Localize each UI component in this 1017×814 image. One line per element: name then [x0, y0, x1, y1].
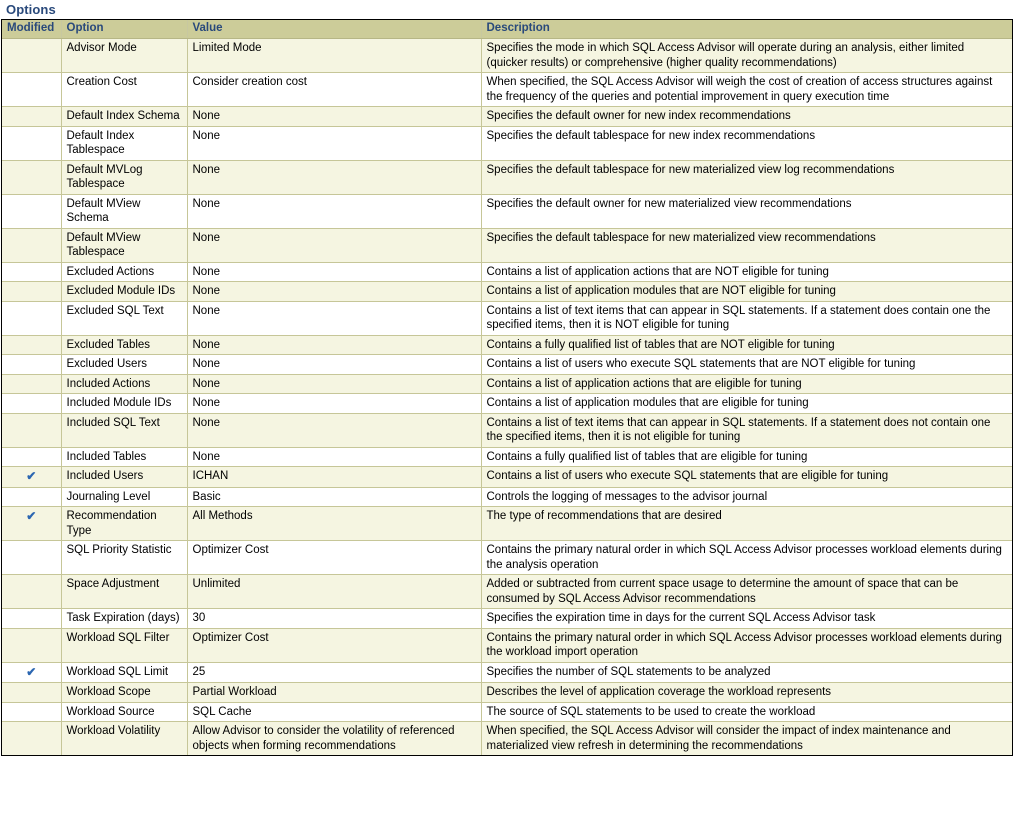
cell-option: Default Index Schema [61, 107, 187, 127]
cell-description: Contains a list of text items that can appear in SQL statements. If a statement does contain one the specified items, then it is NOT eligible for tuning [481, 301, 1012, 335]
cell-value: All Methods [187, 507, 481, 541]
table-header-row [2, 20, 1012, 39]
table-row[interactable] [2, 628, 1012, 662]
cell-modified [2, 507, 61, 541]
check-icon-empty [30, 416, 33, 430]
cell-value: 25 [187, 662, 481, 683]
table-row[interactable] [2, 702, 1012, 722]
table-row[interactable] [2, 262, 1012, 282]
cell-modified [2, 228, 61, 262]
table-row[interactable] [2, 194, 1012, 228]
table-row[interactable] [2, 447, 1012, 467]
table-row[interactable] [2, 107, 1012, 127]
check-icon-empty [30, 490, 33, 504]
cell-modified [2, 467, 61, 488]
cell-option: Excluded Users [61, 355, 187, 375]
check-icon-empty [30, 450, 33, 464]
cell-description: When specified, the SQL Access Advisor will consider the impact of index maintenance and materialized view refresh in determining the recommendations [481, 722, 1012, 756]
cell-option: Workload Source [61, 702, 187, 722]
cell-value: Unlimited [187, 575, 481, 609]
cell-description: Contains a list of application modules that are NOT eligible for tuning [481, 282, 1012, 302]
table-row[interactable] [2, 160, 1012, 194]
cell-modified [2, 609, 61, 629]
check-icon-empty [30, 197, 33, 211]
cell-value: None [187, 447, 481, 467]
cell-description: Contains a list of application modules that are eligible for tuning [481, 394, 1012, 414]
cell-value: Limited Mode [187, 39, 481, 73]
cell-modified [2, 683, 61, 703]
cell-value: None [187, 126, 481, 160]
table-row[interactable] [2, 301, 1012, 335]
cell-description: Contains a list of users who execute SQL statements that are NOT eligible for tuning [481, 355, 1012, 375]
cell-modified [2, 541, 61, 575]
cell-option: Advisor Mode [61, 39, 187, 73]
check-icon-empty [30, 109, 33, 123]
cell-description: Specifies the default tablespace for new materialized view recommendations [481, 228, 1012, 262]
table-row[interactable] [2, 609, 1012, 629]
cell-description: Contains the primary natural order in which SQL Access Advisor processes workload elements during the analysis operation [481, 541, 1012, 575]
cell-modified [2, 73, 61, 107]
cell-modified [2, 355, 61, 375]
table-row[interactable] [2, 722, 1012, 756]
cell-value: 30 [187, 609, 481, 629]
cell-option: Excluded SQL Text [61, 301, 187, 335]
check-icon-empty [30, 396, 33, 410]
table-row[interactable] [2, 467, 1012, 488]
table-row[interactable] [2, 413, 1012, 447]
options-table [2, 20, 1012, 755]
cell-option: Recommendation Type [61, 507, 187, 541]
check-icon-empty [30, 304, 33, 318]
cell-value: None [187, 262, 481, 282]
cell-modified [2, 282, 61, 302]
cell-description: Contains a list of text items that can appear in SQL statements. If a statement does not contain one the specified items, then it is not eligible for tuning [481, 413, 1012, 447]
cell-option: Space Adjustment [61, 575, 187, 609]
cell-option: Excluded Actions [61, 262, 187, 282]
check-icon-empty [30, 685, 33, 699]
cell-option: Included Module IDs [61, 394, 187, 414]
check-icon-empty [30, 611, 33, 625]
cell-value: Allow Advisor to consider the volatility of referenced objects when forming recommendations [187, 722, 481, 756]
table-row[interactable] [2, 541, 1012, 575]
table-row[interactable] [2, 228, 1012, 262]
table-body [2, 39, 1012, 756]
check-icon-empty [30, 41, 33, 55]
cell-description: Added or subtracted from current space usage to determine the amount of space that can be consumed by SQL Access Advisor recommendations [481, 575, 1012, 609]
table-row[interactable] [2, 355, 1012, 375]
cell-value: Basic [187, 487, 481, 507]
cell-value: None [187, 107, 481, 127]
column-header-value[interactable]: Value [187, 20, 481, 39]
table-row[interactable] [2, 487, 1012, 507]
cell-option: Workload SQL Filter [61, 628, 187, 662]
cell-modified [2, 39, 61, 73]
check-icon-empty [30, 265, 33, 279]
check-icon: ✔ [26, 509, 37, 523]
cell-option: SQL Priority Statistic [61, 541, 187, 575]
cell-value: None [187, 335, 481, 355]
cell-description: Describes the level of application coverage the workload represents [481, 683, 1012, 703]
cell-modified [2, 575, 61, 609]
cell-option: Default MView Schema [61, 194, 187, 228]
cell-description: Contains a fully qualified list of tables that are NOT eligible for tuning [481, 335, 1012, 355]
cell-value: ICHAN [187, 467, 481, 488]
table-row[interactable] [2, 126, 1012, 160]
cell-option: Included Tables [61, 447, 187, 467]
cell-value: None [187, 374, 481, 394]
cell-description: Contains the primary natural order in which SQL Access Advisor processes workload elements during the workload import operation [481, 628, 1012, 662]
table-row[interactable] [2, 73, 1012, 107]
cell-option: Default Index Tablespace [61, 126, 187, 160]
cell-value: SQL Cache [187, 702, 481, 722]
check-icon: ✔ [26, 664, 37, 679]
check-icon-empty [30, 231, 33, 245]
cell-option: Excluded Tables [61, 335, 187, 355]
table-row[interactable] [2, 662, 1012, 683]
cell-modified [2, 628, 61, 662]
cell-modified [2, 160, 61, 194]
cell-modified [2, 107, 61, 127]
cell-description: Contains a list of application actions that are eligible for tuning [481, 374, 1012, 394]
table-row[interactable] [2, 39, 1012, 73]
table-row[interactable] [2, 575, 1012, 609]
column-header-modified[interactable]: Modified [2, 20, 61, 39]
table-row[interactable] [2, 394, 1012, 414]
cell-modified [2, 702, 61, 722]
cell-modified [2, 722, 61, 756]
cell-modified [2, 413, 61, 447]
check-icon-empty [30, 377, 33, 391]
cell-value: Optimizer Cost [187, 541, 481, 575]
cell-modified [2, 487, 61, 507]
cell-modified [2, 301, 61, 335]
check-icon-empty [30, 129, 33, 143]
cell-value: None [187, 301, 481, 335]
cell-option: Excluded Module IDs [61, 282, 187, 302]
cell-value: None [187, 282, 481, 302]
check-icon-empty [30, 577, 33, 591]
column-header-description[interactable]: Description [481, 20, 1012, 39]
cell-modified [2, 335, 61, 355]
column-header-option[interactable]: Option [61, 20, 187, 39]
cell-modified [2, 374, 61, 394]
cell-value: None [187, 413, 481, 447]
table-row[interactable] [2, 507, 1012, 541]
cell-description: Contains a list of application actions that are NOT eligible for tuning [481, 262, 1012, 282]
cell-modified [2, 194, 61, 228]
cell-option: Included SQL Text [61, 413, 187, 447]
cell-description: Specifies the number of SQL statements to be analyzed [481, 662, 1012, 683]
cell-modified [2, 662, 61, 683]
cell-modified [2, 394, 61, 414]
cell-option: Default MView Tablespace [61, 228, 187, 262]
check-icon-empty [30, 543, 33, 557]
cell-value: None [187, 394, 481, 414]
table-row[interactable] [2, 683, 1012, 703]
cell-description: Specifies the expiration time in days for the current SQL Access Advisor task [481, 609, 1012, 629]
check-icon-empty [30, 75, 33, 89]
cell-description: Contains a list of users who execute SQL statements that are eligible for tuning [481, 467, 1012, 488]
table-row[interactable] [2, 335, 1012, 355]
check-icon-empty [30, 284, 33, 298]
cell-description: The type of recommendations that are desired [481, 507, 1012, 541]
cell-option: Included Actions [61, 374, 187, 394]
cell-value: Partial Workload [187, 683, 481, 703]
cell-description: Contains a fully qualified list of tables that are eligible for tuning [481, 447, 1012, 467]
cell-option: Workload Scope [61, 683, 187, 703]
cell-description: Specifies the default owner for new index recommendations [481, 107, 1012, 127]
cell-modified [2, 262, 61, 282]
cell-value: Optimizer Cost [187, 628, 481, 662]
check-icon-empty [30, 705, 33, 719]
cell-option: Workload Volatility [61, 722, 187, 756]
options-table-frame [1, 19, 1013, 756]
cell-value: None [187, 194, 481, 228]
cell-description: When specified, the SQL Access Advisor will weigh the cost of creation of access structures against the frequency of the queries and potential improvement in query execution time [481, 73, 1012, 107]
table-header [2, 20, 1012, 39]
table-row[interactable] [2, 374, 1012, 394]
check-icon-empty [30, 631, 33, 645]
cell-option: Workload SQL Limit [61, 662, 187, 683]
cell-value: None [187, 355, 481, 375]
cell-value: None [187, 160, 481, 194]
check-icon-empty [30, 338, 33, 352]
cell-value: None [187, 228, 481, 262]
cell-option: Included Users [61, 467, 187, 488]
cell-option: Task Expiration (days) [61, 609, 187, 629]
cell-option: Default MVLog Tablespace [61, 160, 187, 194]
cell-description: Specifies the default tablespace for new index recommendations [481, 126, 1012, 160]
cell-option: Journaling Level [61, 487, 187, 507]
check-icon-empty [30, 163, 33, 177]
cell-description: The source of SQL statements to be used to create the workload [481, 702, 1012, 722]
cell-description: Specifies the mode in which SQL Access Advisor will operate during an analysis, either limited (quicker results) or comprehensive (higher quality recommendations) [481, 39, 1012, 73]
cell-option: Creation Cost [61, 73, 187, 107]
page-title: Options [6, 2, 56, 17]
check-icon-empty [30, 357, 33, 371]
cell-modified [2, 447, 61, 467]
check-icon-empty [30, 724, 33, 738]
cell-description: Specifies the default tablespace for new materialized view log recommendations [481, 160, 1012, 194]
cell-description: Controls the logging of messages to the advisor journal [481, 487, 1012, 507]
table-row[interactable] [2, 282, 1012, 302]
cell-modified [2, 126, 61, 160]
cell-description: Specifies the default owner for new materialized view recommendations [481, 194, 1012, 228]
cell-value: Consider creation cost [187, 73, 481, 107]
check-icon: ✔ [26, 469, 37, 483]
